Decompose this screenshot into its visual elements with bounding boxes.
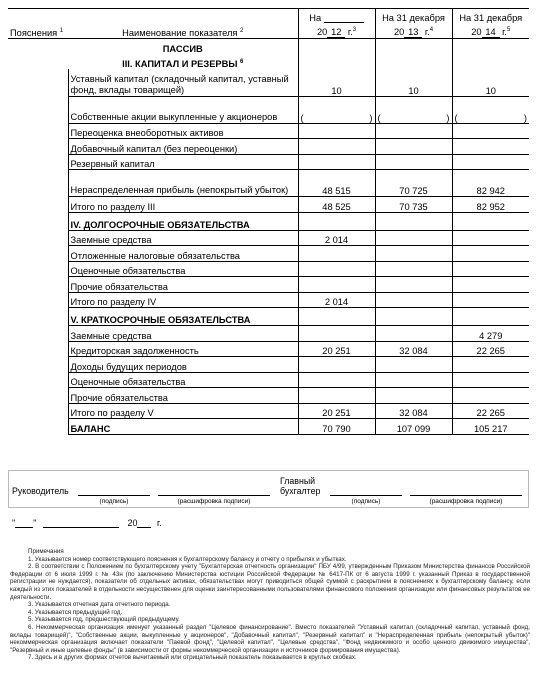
- row-label: Оценочные обязательства: [68, 261, 298, 277]
- notes: [10, 548, 530, 662]
- col-name-header: Наименование показателя $^2$: [68, 23, 298, 39]
- section-shortterm: V. КРАТКОСРОЧНЫЕ ОБЯЗАТЕЛЬСТВА: [68, 308, 298, 326]
- table-row: [8, 197, 529, 213]
- signature-block: Руководитель (подпись) (расшифровка подписи) Главный бухгалтер (подпись) (расшифровка подписи): [8, 470, 529, 510]
- col-explanation-header: Пояснения $^1$: [8, 23, 68, 39]
- cell-value: 107 099: [375, 419, 452, 435]
- date-row: " " 20 г.: [12, 518, 162, 528]
- table-row: [8, 154, 529, 170]
- cell-value: 48 525: [298, 197, 375, 213]
- col3-year: 20 12 г.$^3$: [298, 23, 375, 39]
- row-label: Итого по разделу IV: [68, 292, 298, 308]
- head-sign-field[interactable]: [78, 484, 150, 496]
- row-label: Собственные акции выкупленные у акционеров: [68, 96, 298, 123]
- table-row: [8, 123, 529, 139]
- cell-value: 20 251: [298, 341, 375, 357]
- cell-value: 10: [452, 69, 529, 96]
- row-label: Заемные средства: [68, 230, 298, 246]
- cell-value: 32 084: [375, 403, 452, 419]
- row-label: Заемные средства: [68, 326, 298, 342]
- cell-value: 10: [375, 69, 452, 96]
- row-label: Уставный капитал (складочный капитал, уставный фонд, вклады товарищей): [68, 69, 298, 96]
- cell-value: 70 735: [375, 197, 452, 213]
- section-capital: III. КАПИТАЛ И РЕЗЕРВЫ $^6$: [122, 58, 244, 69]
- note-3: 3. Указывается отчетная дата отчетного периода.: [28, 601, 171, 609]
- chief-accountant-label: Главный бухгалтер: [280, 476, 321, 496]
- head-label: Руководитель: [12, 486, 69, 496]
- col5-year: 20 14 г.$^5$: [452, 23, 529, 39]
- cell-value: 2 014: [298, 292, 375, 308]
- row-label: Прочие обязательства: [68, 277, 298, 293]
- col4-header-top: На 31 декабря: [375, 9, 452, 23]
- note-1: 1. Указывается номер соответствующего пояснения к бухгалтерскому балансу и отчету о прибылях и убытках.: [28, 555, 347, 563]
- day-field[interactable]: [15, 517, 33, 528]
- cell-value: 22 265: [452, 341, 529, 357]
- table-row: [8, 292, 529, 308]
- notes-title: Примечания: [28, 548, 64, 555]
- row-label: Переоценка внеоборотных активов: [68, 123, 298, 139]
- table-row: [8, 170, 529, 197]
- cell-value: 70 725: [375, 170, 452, 197]
- balance-table: [8, 8, 529, 435]
- cell-value: 82 942: [452, 170, 529, 197]
- row-label: Прочие обязательства: [68, 388, 298, 404]
- row-label: Итого по разделу III: [68, 197, 298, 213]
- cell-value: 48 515: [298, 170, 375, 197]
- note-4: 4. Указывается предыдущий год.: [28, 608, 123, 616]
- head-decode-field[interactable]: [158, 484, 270, 496]
- row-label: Резервный капитал: [68, 154, 298, 170]
- chief-sign-field[interactable]: [330, 484, 402, 496]
- table-row: [8, 341, 529, 357]
- row-label: Отложенные налоговые обязательства: [68, 246, 298, 262]
- table-row: [8, 357, 529, 373]
- cell-value: 20 251: [298, 403, 375, 419]
- row-label: Добавочный капитал (без переоценки): [68, 139, 298, 155]
- row-label: БАЛАНС: [68, 419, 298, 435]
- table-row: [8, 246, 529, 262]
- year-field[interactable]: [137, 517, 151, 528]
- cell-value: 22 265: [452, 403, 529, 419]
- cell-value: 70 790: [298, 419, 375, 435]
- table-row: [8, 403, 529, 419]
- cell-value: ( ): [298, 96, 375, 123]
- table-row: [8, 419, 529, 435]
- row-label: Кредиторская задолженность: [68, 341, 298, 357]
- row-label: Оценочные обязательства: [68, 372, 298, 388]
- row-label: Итого по разделу V: [68, 403, 298, 419]
- section-longterm: IV. ДОЛГОСРОЧНЫЕ ОБЯЗАТЕЛЬСТВА: [68, 212, 298, 230]
- table-row: [8, 326, 529, 342]
- chief-decode-field[interactable]: [410, 484, 522, 496]
- table-row: [8, 69, 529, 96]
- note-2: 2. В соответствии с Положением по бухгалтерскому учету "Бухгалтерская отчетность организации" ПБУ 4/99, утвержденным Приказом Министерства финансов Российской Федерации от 6 июля 1999 г. № 43н (по заключению Министерства юстиции Российской Федерации № 6417-ПК от 6 августа 1999 г. указанный Приказ в государственной регистрации не нуждается), показатели об отдельных активах, обязательствах могут приводиться общей суммой с раскрытием в пояснениях к бухгалтерскому балансу, если каждый из этих показателей в отдельности несущественен для оценки заинтересованными пользователями финансового положения организации или финансовых результатов ее деятельности.: [10, 563, 530, 601]
- note-5: 5. Указывается год, предшествующий предыдущему.: [28, 616, 180, 624]
- cell-value: 4 279: [452, 326, 529, 342]
- cell-value: 105 217: [452, 419, 529, 435]
- note-6: 6. Некоммерческая организация именует указанный раздел "Целевое финансирование". Вместо показателей "Уставный капитал (складочный капитал, уставный фонд, вклады товарищей)", "Собственные акции, выкупленные у акционеров", "Добавочный капитал", "Резервный капитал" и "Нераспределенная прибыль (непокрытый убыток)" некоммерческая организация включает показатели "Паевой фонд", "Целевой капитал", "Целевые средства", "Фонд недвижимого и особо ценного движимого имущества", "Резервный и иные целевые фонды" (в зависимости от формы некоммерческой организации и источников формирования имущества).: [10, 623, 530, 654]
- col5-header-top: На 31 декабря: [452, 9, 529, 23]
- col3-date-blank: [324, 12, 364, 23]
- note-7: 7. Здесь и в других формах отчетов вычитаемый или отрицательный показатель показывается в круглых скобках.: [28, 654, 357, 662]
- table-row: [8, 277, 529, 293]
- row-label: Нераспределенная прибыль (непокрытый убыток): [68, 170, 298, 197]
- row-label: Доходы будущих периодов: [68, 357, 298, 373]
- table-row: [8, 388, 529, 404]
- table-row: [8, 261, 529, 277]
- table-row: [8, 230, 529, 246]
- cell-value: 32 084: [375, 341, 452, 357]
- cell-value: 82 952: [452, 197, 529, 213]
- table-row: [8, 372, 529, 388]
- table-row: [8, 139, 529, 155]
- cell-value: 10: [298, 69, 375, 96]
- col4-year: 20 13 г.$^4$: [375, 23, 452, 39]
- col3-header-top: На: [298, 9, 375, 23]
- month-field[interactable]: [43, 517, 119, 528]
- table-row: [8, 96, 529, 123]
- cell-value: ( ): [452, 96, 529, 123]
- cell-value: 2 014: [298, 230, 375, 246]
- section-passive: ПАССИВ: [162, 43, 203, 54]
- cell-value: ( ): [375, 96, 452, 123]
